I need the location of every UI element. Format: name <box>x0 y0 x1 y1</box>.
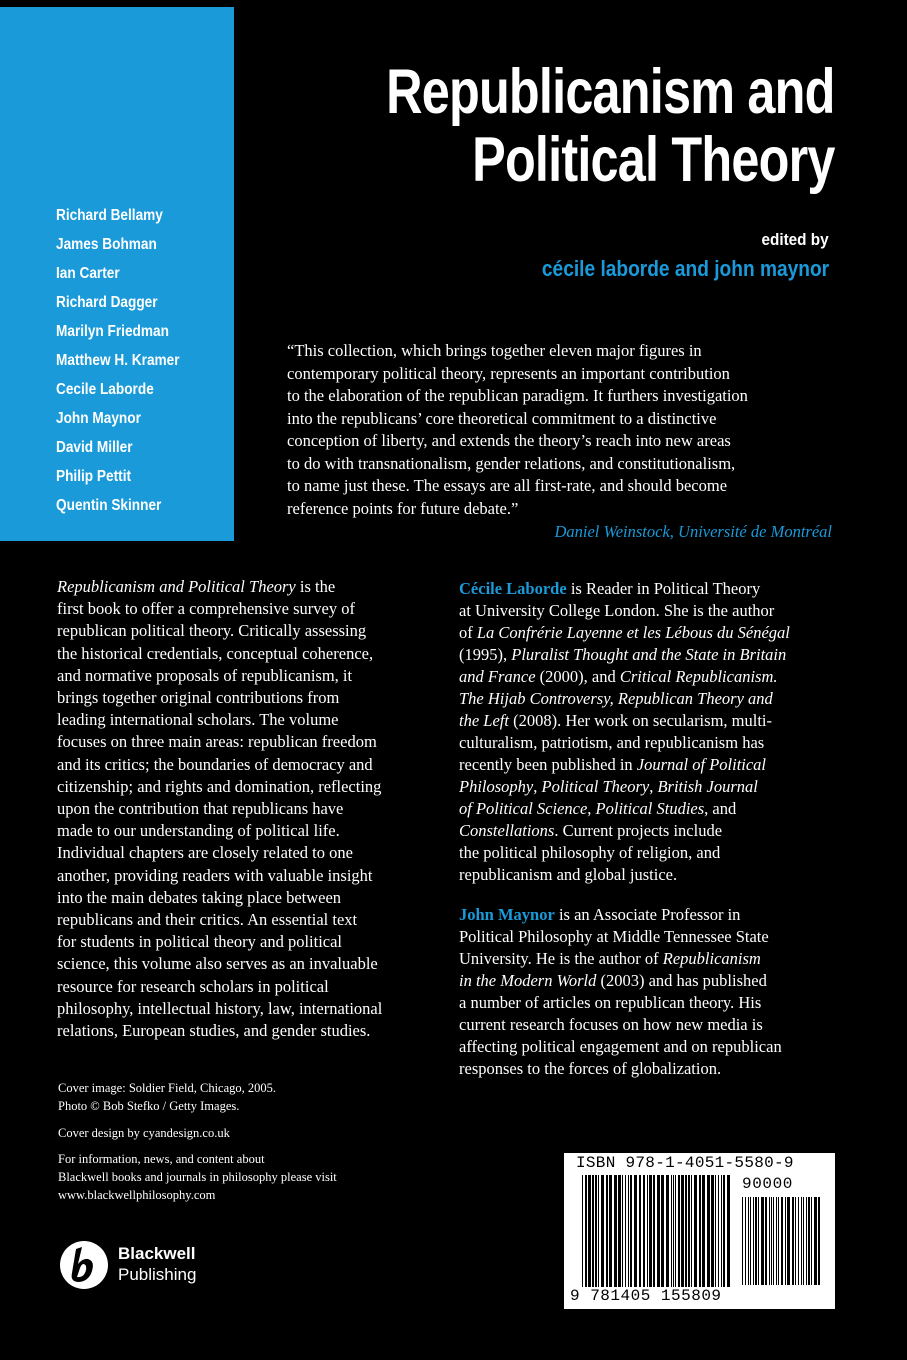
book-title-italic: Critical Republicanism. <box>619 667 778 686</box>
publisher-name <box>118 1243 196 1285</box>
bio-maynor-name: John Maynor <box>459 905 555 924</box>
bio-text: recently been published in <box>459 755 637 774</box>
description-line: made to our understanding of political life. <box>57 821 340 841</box>
bio-text: a number of articles on republican theory. His <box>459 993 762 1012</box>
barcode-bar <box>818 1197 820 1285</box>
barcode-bar <box>601 1175 604 1287</box>
description-line: for students in political theory and political <box>57 932 343 952</box>
book-title-italic: The Hijab Controversy, Republican Theory and <box>459 689 773 708</box>
publisher-name-2: Publishing <box>118 1265 197 1284</box>
bio-text: . Current projects include <box>554 821 723 840</box>
description-line: citizenship; and rights and domination, reflecting <box>57 776 382 796</box>
contributor-name: Philip Pettit <box>56 468 132 485</box>
bio-text: (1995), <box>459 645 512 664</box>
credit-line: Photo © Bob Stefko / Getty Images. <box>58 1099 240 1113</box>
quote-line: to do with transnationalism, gender relations, and constitutionalism, <box>287 453 736 473</box>
description-line: brings together original contributions from <box>57 688 340 708</box>
book-title-italic: and France <box>459 667 536 686</box>
journal-title-italic: British Journal <box>657 777 758 796</box>
description-line: relations, European studies, and gender studies. <box>57 1021 371 1041</box>
barcode-bar <box>758 1197 759 1285</box>
barcode-bar <box>661 1175 664 1287</box>
barcode-bar <box>721 1175 722 1287</box>
barcode-bars-icon <box>582 1175 732 1287</box>
cover-image-credit <box>58 1079 276 1115</box>
book-title-italic: Republicanism <box>662 949 761 968</box>
barcode-bar <box>622 1175 623 1287</box>
barcode-bar <box>773 1197 774 1285</box>
barcode-bar <box>675 1175 676 1287</box>
isbn-text: ISBN 978-1-4051-5580-9 <box>576 1154 794 1172</box>
barcode-bar <box>811 1197 812 1285</box>
barcode-bar <box>723 1175 725 1287</box>
barcode-bar <box>678 1175 680 1287</box>
barcode-bar <box>765 1197 767 1285</box>
barcode-bar <box>634 1175 637 1287</box>
contributor-name: Richard Bellamy <box>56 207 163 224</box>
publisher-name-1: Blackwell <box>118 1244 196 1263</box>
info-line: Blackwell books and journals in philosophy please visit <box>58 1170 337 1184</box>
bio-text: University. He is the author of <box>459 949 663 968</box>
blackwell-logo-icon <box>58 1240 110 1290</box>
barcode-bar <box>666 1175 669 1287</box>
price-code: 90000 <box>742 1175 794 1193</box>
ean-digits: 9 781405 155809 <box>570 1287 722 1305</box>
barcode-bar <box>592 1175 594 1287</box>
barcode-bar <box>625 1175 626 1287</box>
barcode-bar <box>753 1197 754 1285</box>
bio-text: , and <box>704 799 737 818</box>
description-line: focuses on three main areas: republican freedom <box>57 732 377 752</box>
bio-maynor <box>459 904 849 1080</box>
barcode-bar <box>681 1175 684 1287</box>
book-description <box>57 576 437 1042</box>
barcode-bar <box>727 1175 730 1287</box>
description-line: another, providing readers with valuable insight <box>57 865 373 885</box>
book-title-italic: La Confrérie Layenne et les Lébous du Sénégal <box>476 623 790 642</box>
barcode-bar <box>761 1197 764 1285</box>
description-line: leading international scholars. The volume <box>57 710 339 730</box>
edited-by-label: edited by <box>761 230 829 249</box>
bio-text: responses to the forces of globalization. <box>459 1059 722 1078</box>
journal-title-italic: Journal of Political <box>636 755 767 774</box>
title-line-1: Republicanism and <box>386 57 835 127</box>
book-title-italic: the Left <box>459 711 509 730</box>
barcode-bar <box>649 1175 652 1287</box>
contributor-name: David Miller <box>56 439 133 456</box>
description-book-title: Republicanism and Political Theory <box>57 577 296 596</box>
journal-title-italic: Political Studies <box>595 799 705 818</box>
barcode-bar <box>588 1175 591 1287</box>
barcode-bar <box>582 1175 583 1287</box>
description-line: republicans and their critics. An essential text <box>57 910 358 930</box>
quote-line: “This collection, which brings together eleven major figures in <box>287 341 702 360</box>
description-line: into the main debates taking place between <box>57 887 342 907</box>
bio-text: is Reader in Political Theory <box>566 579 761 598</box>
quote-line: to name just these. The essays are all first-rate, and should become <box>287 476 728 495</box>
bio-text: (2008). Her work on secularism, multi- <box>508 711 772 730</box>
contributors-panel <box>0 7 234 541</box>
barcode-bar <box>718 1175 719 1287</box>
barcode-bar <box>609 1175 612 1287</box>
description-line: republican political theory. Critically assessing <box>57 621 367 641</box>
barcode-bar <box>748 1197 749 1285</box>
endorsement-quote <box>287 340 847 520</box>
barcode-bar <box>685 1175 687 1287</box>
barcode-bar <box>694 1175 697 1287</box>
barcode-bar <box>643 1175 645 1287</box>
description-line: the historical credentials, conceptual coherence, <box>57 643 374 663</box>
barcode-bar <box>657 1175 660 1287</box>
barcode-bar <box>598 1175 599 1287</box>
contributor-name: Ian Carter <box>56 265 120 282</box>
description-line: Individual chapters are closely related to one <box>57 843 353 863</box>
barcode-bar <box>585 1175 587 1287</box>
contributor-name: James Bohman <box>56 236 157 253</box>
contributor-name: Richard Dagger <box>56 294 158 311</box>
bio-text: of <box>459 623 477 642</box>
barcode-bar <box>711 1175 714 1287</box>
bio-text: , <box>587 799 596 818</box>
bio-text: the political philosophy of religion, and <box>459 843 721 862</box>
bio-text: is an Associate Professor in <box>554 905 741 924</box>
barcode-bar <box>702 1175 705 1287</box>
barcode-bar <box>798 1197 799 1285</box>
barcode-bar <box>699 1175 701 1287</box>
barcode-bar <box>787 1197 790 1285</box>
barcode-bar <box>673 1175 674 1287</box>
contributor-name: John Maynor <box>56 410 141 427</box>
journal-title-italic: Constellations <box>459 821 555 840</box>
bio-laborde <box>459 578 849 886</box>
credit-line: Cover image: Soldier Field, Chicago, 2005. <box>58 1081 277 1095</box>
bio-text: culturalism, patriotism, and republicanism has <box>459 733 765 752</box>
quote-line: conception of liberty, and extends the theory’s reach into new areas <box>287 431 731 450</box>
publisher-info <box>58 1150 337 1204</box>
description-line: and normative proposals of republicanism, it <box>57 665 353 685</box>
barcode-bar <box>814 1197 817 1285</box>
barcode-bar <box>639 1175 641 1287</box>
contributor-name: Marilyn Friedman <box>56 323 169 340</box>
barcode-bar <box>795 1197 796 1285</box>
book-title-italic: in the Modern World <box>459 971 597 990</box>
barcode-bar <box>647 1175 648 1287</box>
barcode-bar <box>691 1175 692 1287</box>
description-first-line: is the <box>295 577 336 596</box>
cover-design-credit: Cover design by cyandesign.co.uk <box>58 1126 230 1140</box>
barcode-bar <box>771 1197 772 1285</box>
barcode <box>564 1153 835 1309</box>
barcode-bar <box>715 1175 716 1287</box>
description-line: upon the contribution that republicans have <box>57 799 344 819</box>
book-title <box>387 58 836 194</box>
editors-names: cécile laborde and john maynor <box>541 256 829 281</box>
contributor-name: Matthew H. Kramer <box>56 352 180 369</box>
description-line: and its critics; the boundaries of democracy and <box>57 754 373 774</box>
description-line: philosophy, intellectual history, law, international <box>57 998 383 1018</box>
bio-text: at University College London. She is the author <box>459 601 775 620</box>
barcode-bar <box>688 1175 690 1287</box>
barcode-bar <box>653 1175 655 1287</box>
bio-text: (2000), and <box>535 667 620 686</box>
barcode-bar <box>707 1175 710 1287</box>
barcode-bar <box>778 1197 779 1285</box>
description-line: resource for research scholars in political <box>57 976 329 996</box>
bio-text: Political Philosophy at Middle Tennessee State <box>459 927 769 946</box>
barcode-bar <box>671 1175 672 1287</box>
contributors-list <box>56 205 180 524</box>
contributor-name: Cecile Laborde <box>56 381 154 398</box>
barcode-bar <box>801 1197 802 1285</box>
quote-attribution: Daniel Weinstock, Université de Montréal <box>554 522 832 541</box>
barcode-bar <box>628 1175 629 1287</box>
description-line: science, this volume also serves as an invaluable <box>57 954 378 974</box>
website-link[interactable]: www.blackwellphilosophy.com <box>58 1188 216 1202</box>
barcode-bar <box>742 1197 743 1285</box>
contributor-name: Quentin Skinner <box>56 497 162 514</box>
journal-title-italic: of Political Science <box>459 799 588 818</box>
description-line: first book to offer a comprehensive survey of <box>57 599 355 619</box>
barcode-bar <box>745 1197 746 1285</box>
journal-title-italic: Political Theory <box>541 777 650 796</box>
journal-title-italic: Philosophy <box>459 777 534 796</box>
bio-text: , <box>533 777 542 796</box>
barcode-bar <box>785 1197 786 1285</box>
quote-line: reference points for future debate.” <box>287 498 519 518</box>
barcode-addon-bars-icon <box>742 1197 822 1285</box>
barcode-bar <box>776 1197 777 1285</box>
barcode-bar <box>806 1197 807 1285</box>
barcode-bar <box>750 1197 751 1285</box>
bio-text: (2003) and has published <box>596 971 767 990</box>
bio-text: current research focuses on how new media is <box>459 1015 763 1034</box>
book-title-italic: Pluralist Thought and the State in Britain <box>511 645 787 664</box>
barcode-bar <box>792 1197 794 1285</box>
barcode-bar <box>769 1197 770 1285</box>
barcode-bar <box>781 1197 783 1285</box>
bio-laborde-name: Cécile Laborde <box>459 579 567 598</box>
barcode-bar <box>755 1197 757 1285</box>
quote-line: to the elaboration of the republican paradigm. It furthers investigation <box>287 386 748 405</box>
barcode-bar <box>595 1175 597 1287</box>
title-line-2: Political Theory <box>472 125 835 195</box>
barcode-bar <box>606 1175 608 1287</box>
barcode-bar <box>618 1175 621 1287</box>
bio-text: republicanism and global justice. <box>459 865 678 884</box>
bio-text: affecting political engagement and on republican <box>459 1037 782 1056</box>
info-line: For information, news, and content about <box>58 1152 265 1166</box>
quote-line: into the republicans’ core theoretical commitment to a distinctive <box>287 408 717 428</box>
bio-text: , <box>649 777 658 796</box>
barcode-bar <box>803 1197 804 1285</box>
quote-line: contemporary political theory, represents an important contribution <box>287 363 730 383</box>
barcode-bar <box>808 1197 810 1285</box>
barcode-bar <box>614 1175 617 1287</box>
barcode-bar <box>630 1175 632 1287</box>
